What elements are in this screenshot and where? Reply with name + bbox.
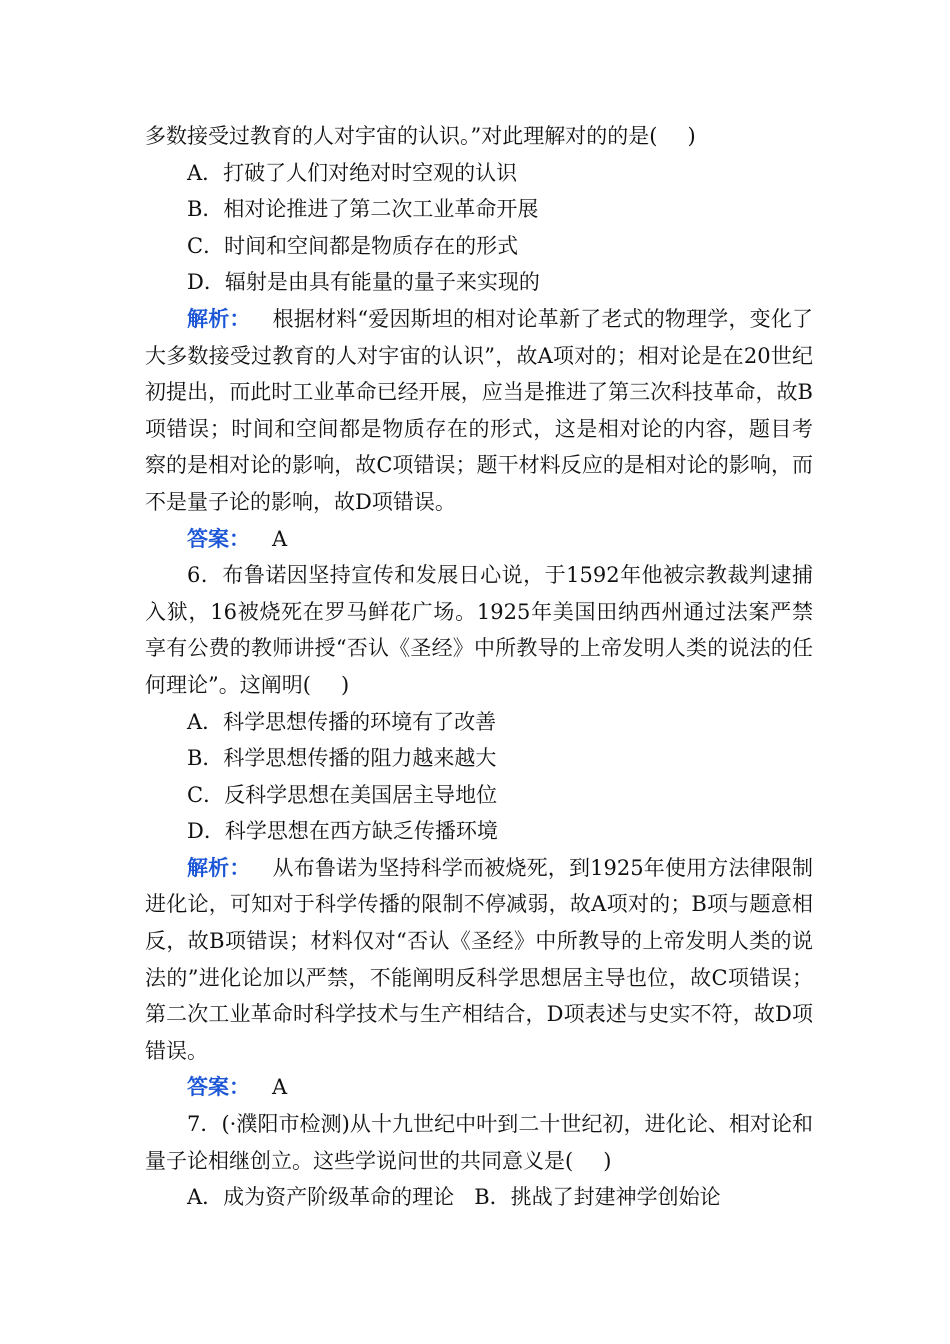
answer-label: 答案： (187, 1074, 250, 1100)
question-5-stem-continuation: 多数接受过教育的人对宇宙的认识。”对此理解对的的是( ) (145, 124, 696, 148)
question-6-option-d: D．科学思想在西方缺乏传播环境 (187, 819, 498, 844)
question-5-answer: 答案： A (187, 525, 288, 551)
question-6-stem: 6．布鲁诺因坚持宣传和发展日心说，于1592年他被宗教裁判逮捕入狱，16被烧死在罗马鲜花广场。1925年美国田纳西州通过法案严禁享有公费的教师讲授“否认《圣经》中所教导的上帝发明人类的说法的任何理论”。这阐明( ) (145, 563, 813, 697)
question-6-analysis: 解析： 从布鲁诺为坚持科学而被烧死，到1925年使用方法律限制进化论，可知对于科学传播的限制不停减弱，故A项对的；B项与题意相反，故B项错误；材料仅对“否认《圣经》中所教导的上帝发明人类的说法的”进化论加以严禁，不能阐明反科学思想居主导也位，故C项错误；第二次工业革命时科学技术与生产相结合，D项表述与史实不符，故D项错误。 (145, 854, 813, 1063)
question-6-option-b: B．科学思想传播的阻力越来越大 (187, 746, 497, 771)
question-5-analysis: 解析： 根据材料“爱因斯坦的相对论革新了老式的物理学，变化了大多数接受过教育的人对宇宙的认识”，故A项对的；相对论是在20世纪初提出，而此时工业革命已经开展，应当是推进了第三次科技革命，故B项错误；时间和空间都是物质存在的形式，这是相对论的内容，题目考察的是相对论的影响，故C项错误；题干材料反应的是相对论的影响，而不是量子论的影响，故D项错误。 (145, 305, 814, 514)
question-5-option-c: C．时间和空间都是物质存在的形式 (187, 233, 519, 258)
question-5-option-d: D．辐射是由具有能量的量子来实现的 (187, 270, 540, 295)
question-5-option-b: B．相对论推进了第二次工业革命开展 (187, 197, 539, 222)
answer-label: 答案： (187, 525, 250, 551)
question-7-options-ab: A．成为资产阶级革命的理论 B．挑战了封建神学创始论 (187, 1185, 721, 1210)
question-6-option-c: C．反科学思想在美国居主导地位 (187, 782, 498, 807)
document-page (145, 118, 813, 1216)
analysis-label: 解析： (187, 854, 251, 880)
question-6-answer: 答案： A (187, 1074, 288, 1100)
question-6-option-a: A．科学思想传播的环境有了改善 (187, 709, 497, 734)
question-5-option-a: A．打破了人们对绝对时空观的认识 (187, 160, 518, 185)
analysis-label: 解析： (187, 305, 251, 331)
question-7-stem: 7．(·濮阳市检测)从十九世纪中叶到二十世纪初，进化论、相对论和量子论相继创立。这些学说问世的共同意义是( ) (145, 1112, 813, 1173)
